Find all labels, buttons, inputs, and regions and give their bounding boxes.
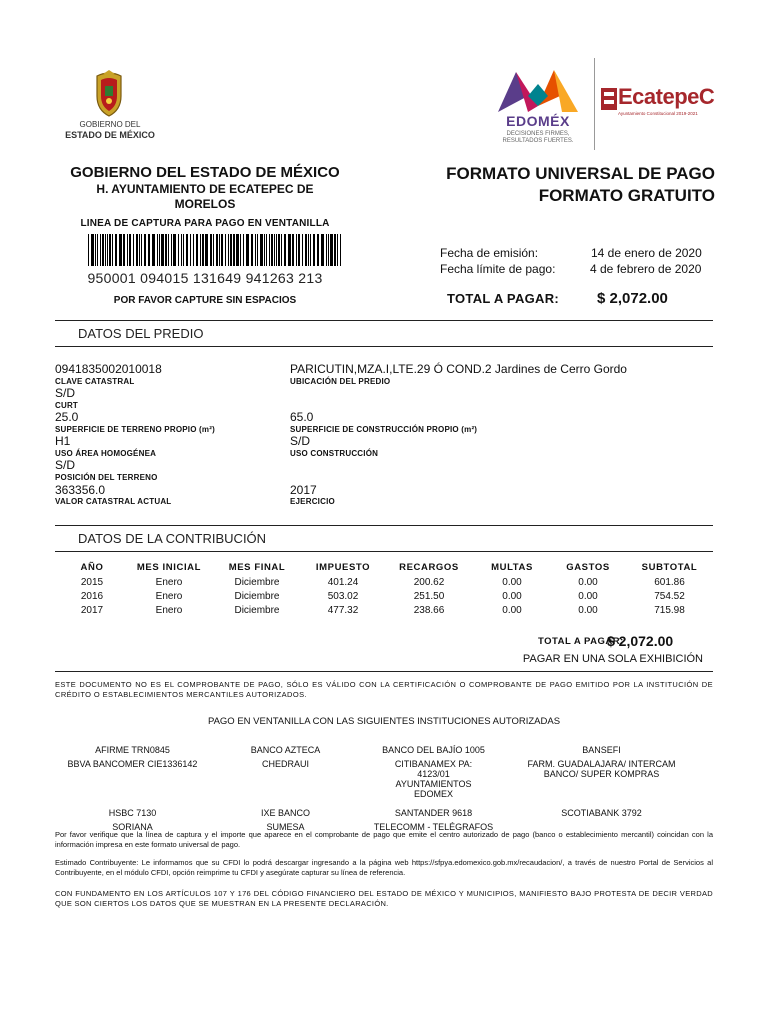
barcode-bar [205,234,208,266]
barcode-bar [139,234,140,266]
ecatepec-logo-name: EcatepeC [618,84,715,109]
barcode-bar [115,234,117,266]
edomex-m-icon [498,66,578,112]
barcode-bar [340,234,341,266]
barcode-bar [97,234,98,266]
table-cell: Enero [155,605,183,616]
table-cell: 2015 [80,577,104,588]
sup-terreno-value: 25.0 [55,410,79,424]
barcode-bar [219,234,220,266]
barcode-bar [148,234,150,266]
barcode-bar [193,234,194,266]
bank-item: BANCO AZTECA [250,745,321,755]
barcode-bar [95,234,96,266]
barcode-bar [181,234,182,266]
barcode-bar [281,234,282,266]
barcode-bar [317,234,319,266]
gobierno-edomex-logo [55,70,165,145]
barcode-bar [271,234,273,266]
table-cell: Diciembre [234,605,280,616]
barcode-bar [310,234,311,266]
clave-catastral-label: CLAVE CATASTRAL [55,377,135,386]
table-cell: 0.00 [578,605,598,616]
barcode-bar [266,234,267,266]
barcode-bar [246,234,249,266]
barcode-bar [213,234,214,266]
barcode-bar [178,234,179,266]
barcode-bar [264,234,265,266]
barcode-bar [105,234,106,266]
posicion-terreno-value: S/D [55,458,76,472]
col-header: RECARGOS [399,562,459,573]
sup-terreno-label: SUPERFICIE DE TERRENO PROPIO (m²) [55,425,215,434]
barcode-bar [112,234,113,266]
bank-item: SORIANA [112,822,153,832]
logo-divider [594,58,595,150]
format-title-2: FORMATO GRATUITO [538,186,715,205]
ejercicio-label: EJERCICIO [290,497,335,506]
ayuntamiento-line2: MORELOS [174,197,236,211]
disclaimer-text: ESTE DOCUMENTO NO ES EL COMPROBANTE DE PAGO, SÓLO ES VÁLIDO CON LA CERTIFICACIÓN O COMPROBANTE DE PAGO EMITIDO POR LA INSTITUCIÓN DE CRÉDITO O ESTABLECIMIENTOS MERCANTILES AUTORIZADOS. [55,680,713,699]
bank-item: SCOTIABANK 3792 [561,808,642,818]
table-row [60,590,715,604]
legal-declaration: CON FUNDAMENTO EN LOS ARTÍCULOS 107 Y 176 DEL CÓDIGO FINANCIERO DEL ESTADO DE MÉXICO Y MUNICIPIOS, MANIFIESTO BAJO PROTESTA DE DECIR VERDAD QUE SON CIERTOS LOS DATOS QUE SE MUESTRAN EN LA PRESENTE DECLARACIÓN. [55,889,713,908]
ejercicio-value: 2017 [290,483,317,497]
bank-item: CHEDRAUI [261,759,309,769]
bank-item: SANTANDER 9618 [394,808,473,818]
barcode-bar [257,234,258,266]
ecatepec-glyph-icon [600,86,618,112]
barcode-bar [88,234,89,266]
institutions-title: PAGO EN VENTANILLA CON LAS SIGUIENTES INSTITUCIONES AUTORIZADAS [207,716,561,727]
table-cell: 238.66 [413,605,445,616]
barcode-bar [171,234,172,266]
bank-item: TELECOMM - TELÉGRAFOS [373,822,494,832]
barcode-bar [284,234,286,266]
bank-item: BBVA BANCOMER CIE1336142 [67,759,198,769]
table-cell: 477.32 [327,605,359,616]
contrib-rule-bottom [55,551,713,552]
barcode-bar [240,234,241,266]
table-cell: 715.98 [654,605,685,616]
table-cell: Enero [155,577,183,588]
fecha-emision-label: Fecha de emisión: [440,246,539,260]
barcode-bar [102,234,104,266]
barcode-bar [292,234,294,266]
barcode-bar [141,234,142,266]
ubicacion-label: UBICACIÓN DEL PREDIO [290,377,391,386]
barcode-bar [183,234,184,266]
barcode-bar [190,234,191,266]
barcode-bar [321,234,324,266]
table-cell: 601.86 [654,577,685,588]
barcode-bar [107,234,108,266]
barcode-bar [133,234,134,266]
table-cell: Diciembre [234,577,280,588]
clave-catastral-value: 0941835002010018 [55,362,162,376]
capture-note: POR FAVOR CAPTURE SIN ESPACIOS [113,295,297,306]
table-cell: 0.00 [502,577,522,588]
table-cell: Diciembre [234,591,280,602]
barcode-bar [173,234,176,266]
captura-label: LINEA DE CAPTURA PARA PAGO EN VENTANILLA [80,218,330,229]
bank-item: HSBC 7130 [108,808,157,818]
ecatepec-logo [600,84,715,124]
barcode-bar [109,234,111,266]
barcode-bar [233,234,235,266]
col-header: IMPUESTO [315,562,371,573]
table-row [60,604,715,618]
barcode-bar [228,234,229,266]
barcode-bar [161,234,164,266]
footer-rule [55,671,713,672]
barcode-bar [337,234,338,266]
single-payment-note: PAGAR EN UNA SOLA EXHIBICIÓN [522,653,703,665]
barcode-bar [196,234,198,266]
contribution-table [60,562,715,618]
curt-label: CURT [55,401,79,410]
ecatepec-tagline: Ayuntamiento Constitucional 2019-2021 [618,111,698,116]
barcode-bar [230,234,232,266]
barcode-bar [152,234,155,266]
bank-item: CITIBANAMEX PA: 4123/01 AYUNTAMIENTOS EDOMEX [394,759,473,799]
uso-construccion-value: S/D [290,434,311,448]
contrib-total-label: TOTAL A PAGAR: [538,636,624,647]
bank-item: FARM. GUADALAJARA/ INTERCAM BANCO/ SUPER KOMPRAS [527,759,676,779]
gobierno-logo-line2: ESTADO DE MÉXICO [65,130,155,140]
barcode-bar [221,234,223,266]
barcode-bar [305,234,307,266]
barcode-bar [123,234,125,266]
table-cell: Enero [155,591,183,602]
table-cell: 2016 [80,591,104,602]
barcode-bar [144,234,146,266]
col-header: AÑO [80,562,104,573]
bank-item: BANSEFI [582,745,621,755]
table-cell: 200.62 [413,577,445,588]
cfdi-note: Estimado Contribuyente: Le informamos que su CFDI lo podrá descargar ingresando a la página web https://sfpya.edomexico.gob.mx/recaudacion/, a través de nuestro Portal de Servicios al Contribuyente, en el módulo CFDI, opción reimprime tu CFDI y asegúrate capturar su línea de referencia. [55,858,713,877]
table-cell: 0.00 [578,577,598,588]
barcode-bar [210,234,212,266]
curt-value: S/D [55,386,76,400]
barcode-bar [100,234,101,266]
barcode-bar [328,234,329,266]
barcode-bar [202,234,204,266]
contrib-section-title: DATOS DE LA CONTRIBUCIÓN [78,531,267,546]
table-header-row [60,562,715,576]
predio-rule-top [55,320,713,321]
verification-note: Por favor verifique que la línea de captura y el importe que aparece en el comprobante de pago que emite el centro autorizado de pago (banco o establecimiento mercantil) coincidan con la información impresa en este formato universal de pago. [55,830,713,849]
fecha-limite-value: 4 de febrero de 2020 [590,262,702,276]
gobierno-logo-line1: GOBIERNO DEL [79,120,141,129]
col-header: MES INICIAL [136,562,202,573]
col-header: SUBTOTAL [641,562,698,573]
table-cell: 401.24 [327,577,359,588]
table-row [60,576,715,590]
uso-construccion-label: USO CONSTRUCCIÓN [290,449,379,458]
bank-item: BANCO DEL BAJÍO 1005 [382,745,485,755]
bank-list [60,745,708,836]
sup-construccion-label: SUPERFICIE DE CONSTRUCCIÓN PROPIO (m²) [290,425,478,434]
contrib-rule-top [55,525,713,526]
table-cell: 0.00 [578,591,598,602]
barcode-bar [278,234,280,266]
area-homogenea-value: H1 [55,434,71,448]
ayuntamiento-line1: H. AYUNTAMIENTO DE ECATEPEC DE [96,182,314,196]
barcode-bar [119,234,122,266]
barcode-bar [159,234,160,266]
coat-of-arms-icon [89,70,129,118]
barcode-bar [274,234,275,266]
barcode-bar [127,234,128,266]
table-cell: 0.00 [502,591,522,602]
barcode-bar [225,234,226,266]
predio-section-title: DATOS DEL PREDIO [78,326,204,341]
barcode-bar [255,234,256,266]
barcode-bar [334,234,336,266]
barcode-bar [251,234,253,266]
barcode-bar [288,234,291,266]
bank-item: IXE BANCO [260,808,310,818]
barcode-bar [200,234,201,266]
barcode-bar [260,234,263,266]
barcode-bar [276,234,277,266]
barcode [88,234,344,266]
col-header: MULTAS [491,562,533,573]
header-total-value: $ 2,072.00 [597,290,668,307]
barcode-bar [269,234,270,266]
barcode-bar [313,234,315,266]
col-header: MES FINAL [228,562,286,573]
fecha-limite-label: Fecha límite de pago: [440,262,556,276]
barcode-bar [330,234,333,266]
barcode-bar [296,234,297,266]
edomex-logo [496,66,580,156]
contrib-total-value: $ 2,072.00 [607,633,674,649]
header-total-label: TOTAL A PAGAR: [447,291,560,306]
barcode-bar [157,234,158,266]
barcode-bar [168,234,169,266]
barcode-bar [308,234,309,266]
barcode-number: 950001 094015 131649 941263 213 [87,270,323,286]
ubicacion-value: PARICUTIN,MZA.I,LTE.29 Ó COND.2 Jardines de Cerro Gordo [290,362,627,376]
gov-title: GOBIERNO DEL ESTADO DE MÉXICO [70,164,340,181]
barcode-bar [129,234,131,266]
barcode-bar [216,234,218,266]
bank-item: SUMESA [266,822,305,832]
col-header: GASTOS [566,562,610,573]
barcode-bar [326,234,327,266]
edomex-tagline-1: DECISIONES FIRMES, [506,131,570,137]
sup-construccion-value: 65.0 [290,410,314,424]
area-homogenea-label: USO ÁREA HOMOGÉNEA [55,449,157,458]
format-title-1: FORMATO UNIVERSAL DE PAGO [446,164,715,183]
predio-rule-bottom [55,346,713,347]
edomex-tagline-2: RESULTADOS FUERTES. [502,138,574,144]
table-cell: 251.50 [413,591,445,602]
table-cell: 754.52 [654,591,685,602]
barcode-bar [165,234,167,266]
table-cell: 0.00 [502,605,522,616]
valor-catastral-label: VALOR CATASTRAL ACTUAL [55,497,172,506]
edomex-logo-name: EDOMÉX [506,113,570,129]
bank-item: AFIRME TRN0845 [95,745,170,755]
table-cell: 2017 [80,605,104,616]
barcode-bar [236,234,239,266]
fecha-emision-value: 14 de enero de 2020 [591,246,702,260]
barcode-bar [302,234,303,266]
barcode-bar [186,234,188,266]
valor-catastral-value: 363356.0 [55,483,106,497]
posicion-terreno-label: POSICIÓN DEL TERRENO [55,473,158,482]
barcode-bar [298,234,300,266]
barcode-bar [136,234,138,266]
barcode-bar [243,234,244,266]
table-cell: 503.02 [327,591,359,602]
barcode-bar [91,234,94,266]
